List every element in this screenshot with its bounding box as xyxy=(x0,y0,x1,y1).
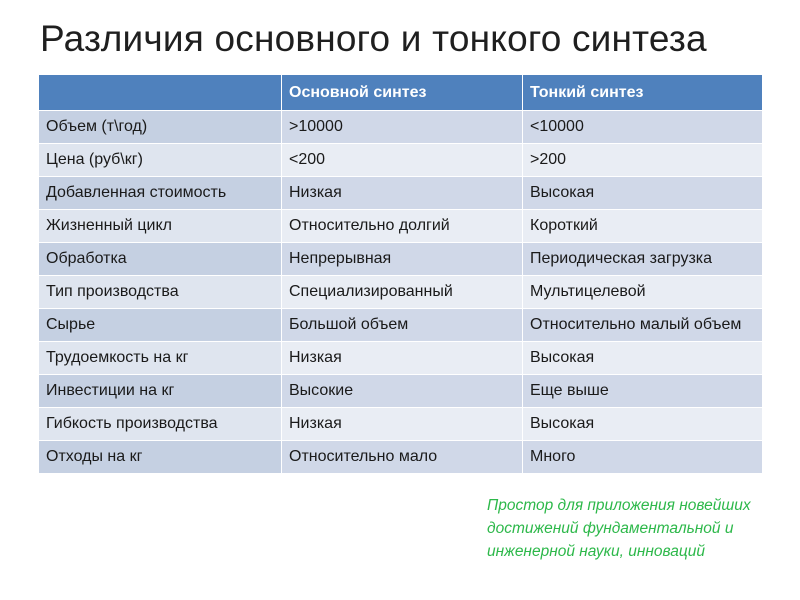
row-label: Гибкость производства xyxy=(39,408,282,441)
basic-value: Высокие xyxy=(282,375,523,408)
row-label: Сырье xyxy=(39,309,282,342)
innovation-note: Простор для приложения новейших достижений фундаментальной и инженерной науки, инноваций xyxy=(487,497,751,560)
header-cell-empty xyxy=(39,75,282,111)
basic-value: Относительно мало xyxy=(282,441,523,474)
table-row xyxy=(39,441,763,474)
basic-value: Низкая xyxy=(282,342,523,375)
fine-value: Высокая xyxy=(523,408,763,441)
row-label: Обработка xyxy=(39,243,282,276)
row-label: Добавленная стоимость xyxy=(39,177,282,210)
row-label: Объем (т\год) xyxy=(39,111,282,144)
table-row xyxy=(39,210,763,243)
basic-value: Низкая xyxy=(282,408,523,441)
row-label: Трудоемкость на кг xyxy=(39,342,282,375)
table-row xyxy=(39,342,763,375)
header-cell-basic-synthesis: Основной синтез xyxy=(282,75,523,111)
fine-value: Относительно малый объем xyxy=(523,309,763,342)
basic-value: Непрерывная xyxy=(282,243,523,276)
comparison-table xyxy=(38,74,763,474)
row-label: Цена (руб\кг) xyxy=(39,144,282,177)
basic-value: Низкая xyxy=(282,177,523,210)
fine-value: Много xyxy=(523,441,763,474)
table-row xyxy=(39,111,763,144)
table-row xyxy=(39,309,763,342)
header-cell-fine-synthesis: Тонкий синтез xyxy=(523,75,763,111)
fine-value: Короткий xyxy=(523,210,763,243)
basic-value: Относительно долгий xyxy=(282,210,523,243)
table-header-row xyxy=(39,75,763,111)
fine-value: Еще выше xyxy=(523,375,763,408)
fine-value: Высокая xyxy=(523,342,763,375)
fine-value: >200 xyxy=(523,144,763,177)
basic-value: Специализированный xyxy=(282,276,523,309)
row-label: Тип производства xyxy=(39,276,282,309)
table-row xyxy=(39,243,763,276)
basic-value: >10000 xyxy=(282,111,523,144)
slide-title: Различия основного и тонкого синтеза xyxy=(40,18,707,59)
basic-value: Большой объем xyxy=(282,309,523,342)
fine-value: Высокая xyxy=(523,177,763,210)
table-row xyxy=(39,408,763,441)
basic-value: <200 xyxy=(282,144,523,177)
row-label: Инвестиции на кг xyxy=(39,375,282,408)
fine-value: Мультицелевой xyxy=(523,276,763,309)
fine-value: Периодическая загрузка xyxy=(523,243,763,276)
table-row xyxy=(39,276,763,309)
row-label: Жизненный цикл xyxy=(39,210,282,243)
fine-value: <10000 xyxy=(523,111,763,144)
table-row xyxy=(39,144,763,177)
table-row xyxy=(39,375,763,408)
row-label: Отходы на кг xyxy=(39,441,282,474)
table-row xyxy=(39,177,763,210)
